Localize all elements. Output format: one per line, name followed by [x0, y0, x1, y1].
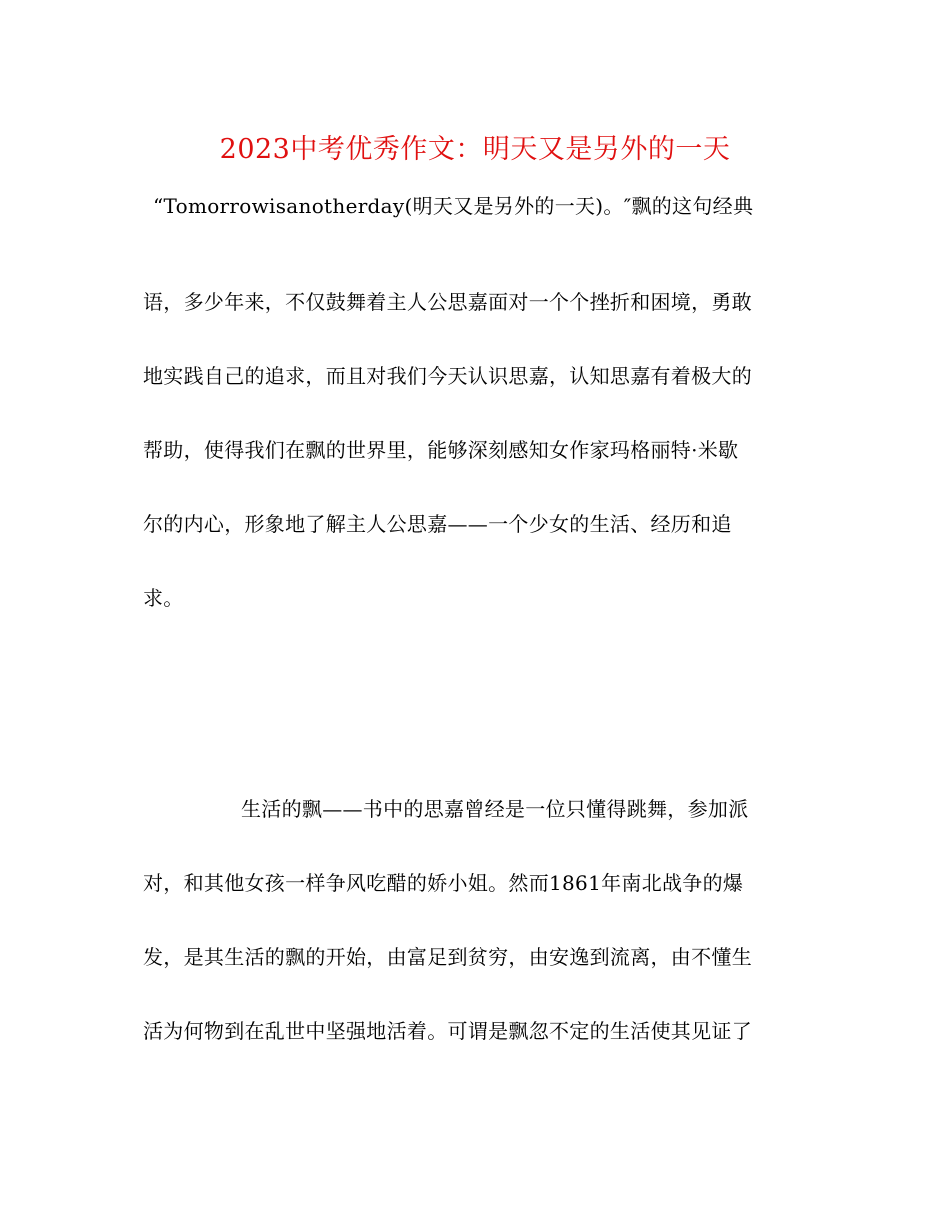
paragraph-1-line-6: 求。 [143, 586, 184, 610]
paragraph-1-line-3: 地实践自己的追求，而且对我们今天认识思嘉，认知思嘉有着极大的 [143, 364, 752, 388]
document-title: 2023中考优秀作文：明天又是另外的一天 [219, 134, 731, 165]
paragraph-2-line-1: 生活的飘——书中的思嘉曾经是一位只懂得跳舞，参加派 [241, 797, 749, 821]
paragraph-2-line-3: 发，是其生活的飘的开始，由富足到贫穷，由安逸到流离，由不懂生 [143, 945, 752, 969]
paragraph-2-line-2: 对，和其他女孩一样争风吃醋的娇小姐。然而1861年南北战争的爆 [143, 871, 744, 895]
paragraph-1-line-4: 帮助，使得我们在飘的世界里，能够深刻感知女作家玛格丽特·米歇 [143, 438, 739, 462]
paragraph-1-line-2: 语，多少年来，不仅鼓舞着主人公思嘉面对一个个挫折和困境，勇敢 [143, 290, 752, 314]
paragraph-1-line-1: “Tomorrowisanotherday(明天又是另外的一天)。″飘的这句经典 [153, 194, 754, 218]
paragraph-2-line-4: 活为何物到在乱世中坚强地活着。可谓是飘忽不定的生活使其见证了 [143, 1019, 752, 1043]
paragraph-1-line-5: 尔的内心，形象地了解主人公思嘉——一个少女的生活、经历和追 [143, 512, 732, 536]
